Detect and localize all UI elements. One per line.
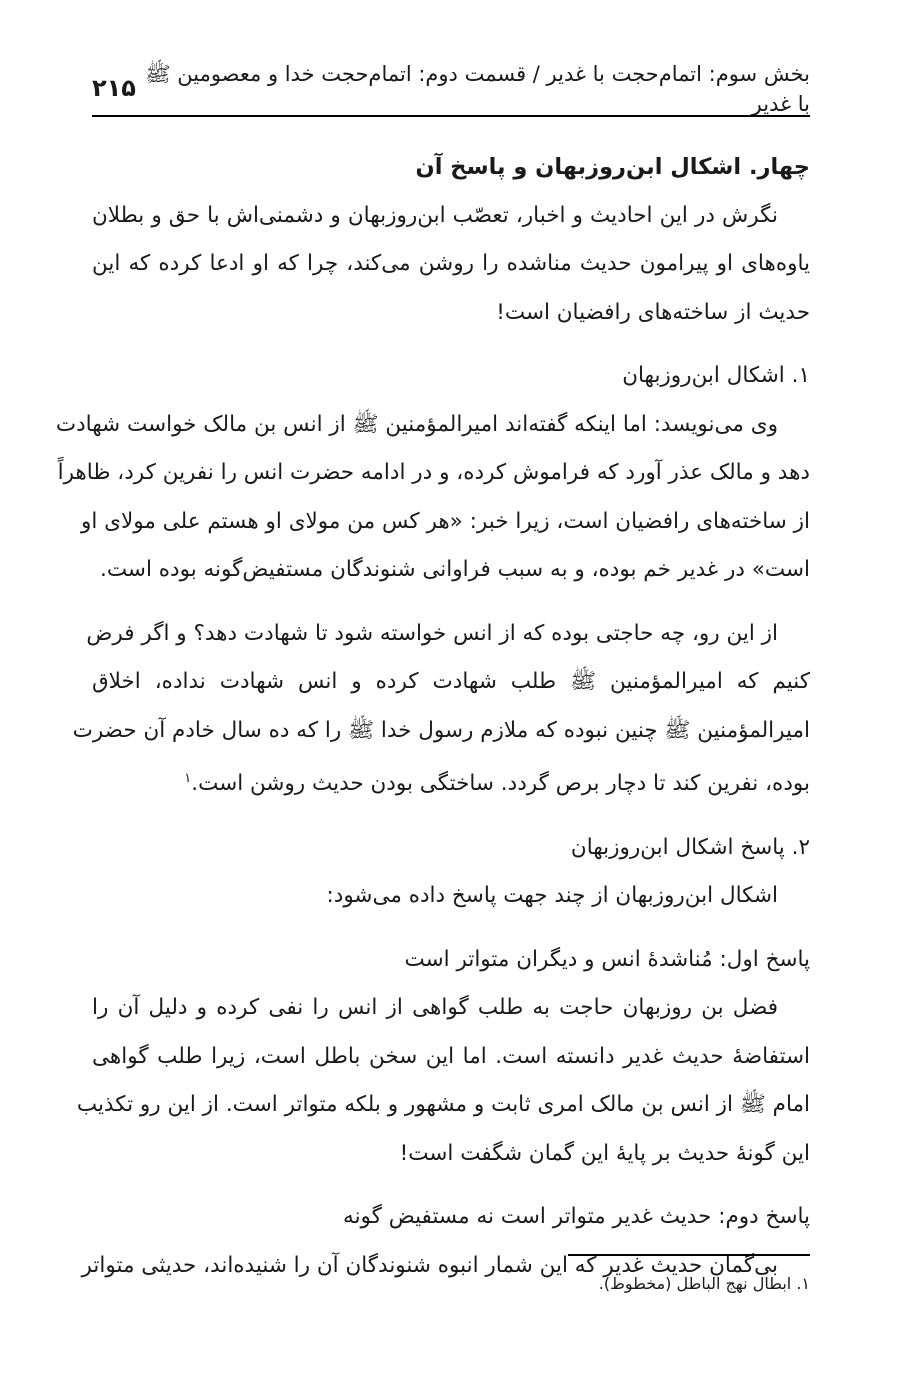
paragraph-line: اشکال ابن‌روزبهان از چند جهت پاسخ داده می‌شود: [326, 883, 778, 909]
paragraph-line: این گونۀ حدیث بر پایۀ این گمان شگفت است! [399, 1140, 810, 1166]
paragraph-line: وی می‌نویسد: اما اینکه گفته‌اند امیرالمؤمنین ﷺ از انس بن مالک خواست شهادت [55, 411, 778, 437]
answer-title: پاسخ اول: مُناشدۀ انس و دیگران متواتر است [404, 946, 810, 972]
paragraph-line: است» در غدیر خم بوده، و به سبب فراوانی شنوندگان مستفیض‌گونه بوده است. [99, 557, 810, 582]
header-rule [92, 115, 810, 117]
paragraph-line: فضل بن روزبهان حاجت به طلب گواهی از انس را نفی کرده و دلیل آن را [92, 995, 778, 1021]
subsection-title: ۲. پاسخ اشکال ابن‌روزبهان [570, 834, 810, 860]
paragraph-line: استفاضۀ حدیث غدیر دانسته است. اما این سخن باطل است، زیرا طلب گواهی [92, 1043, 810, 1069]
paragraph-line: یاوه‌های او پیرامون حدیث مناشده را روشن می‌کند، چرا که او ادعا کرده که این [92, 251, 810, 276]
paragraph-line: امیرالمؤمنین ﷺ چنین نبوده که ملازم رسول خدا ﷺ را که ده سال خادم آن حضرت [72, 717, 810, 743]
paragraph-line: بی‌گمان حدیث غدیر که این شمار انبوه شنوندگان آن را شنیده‌اند، حدیثی متواتر [81, 1252, 778, 1278]
answer-title: پاسخ دوم: حدیث غدیر متواتر است نه مستفیض گونه [343, 1204, 810, 1230]
paragraph-line: دهد و مالک عذر آورد که فراموش کرده، و در ادامه حضرت انس را نفرین کرد، ظاهراً [57, 460, 810, 485]
paragraph-line: امام ﷺ از انس بن مالک امری ثابت و مشهور و بلکه متواتر است. از این رو تکذیب [76, 1092, 810, 1118]
footnote: ۱. ابطال نهج الباطل (مخطوط). [598, 1274, 810, 1293]
page-number: ۲۱۵ [92, 74, 136, 102]
paragraph-line [92, 755, 810, 809]
section-heading: چهار. اشکال ابن‌روزبهان و پاسخ آن [415, 154, 810, 180]
subsection-title: ۱. اشکال ابن‌روزبهان [622, 363, 810, 388]
footnote-ref[interactable]: ۱ [184, 771, 192, 786]
paragraph-line: کنیم که امیرالمؤمنین ﷺ طلب شهادت کرده و انس شهادت نداده، اخلاق [92, 669, 810, 694]
running-title: بخش سوم: اتمام‌حجت با غدیر / قسمت دوم: اتمام‌حجت خدا و معصومین ﷺ با غدیر [145, 61, 810, 116]
paragraph-line: از این رو، چه حاجتی بوده که از انس خواسته شود تا شهادت دهد؟ و اگر فرض [86, 620, 778, 646]
paragraph-line: نگرش در این احادیث و اخبار، تعصّب ابن‌روزبهان و دشمنی‌اش با حق و بطلان [92, 202, 778, 228]
page-body [55, 143, 810, 1290]
paragraph-line: از ساخته‌های رافضیان است، زیرا خبر: «هر کس من مولای او هستم علی مولای او [80, 508, 810, 534]
page-header [92, 61, 810, 116]
footnote-rule [568, 1254, 810, 1256]
paragraph-line: حدیث از ساخته‌های رافضیان است! [496, 299, 810, 325]
paragraph-text: بوده، نفرین کند تا دچار برص گردد. ساختگی بودن حدیث روشن است. [191, 771, 810, 797]
